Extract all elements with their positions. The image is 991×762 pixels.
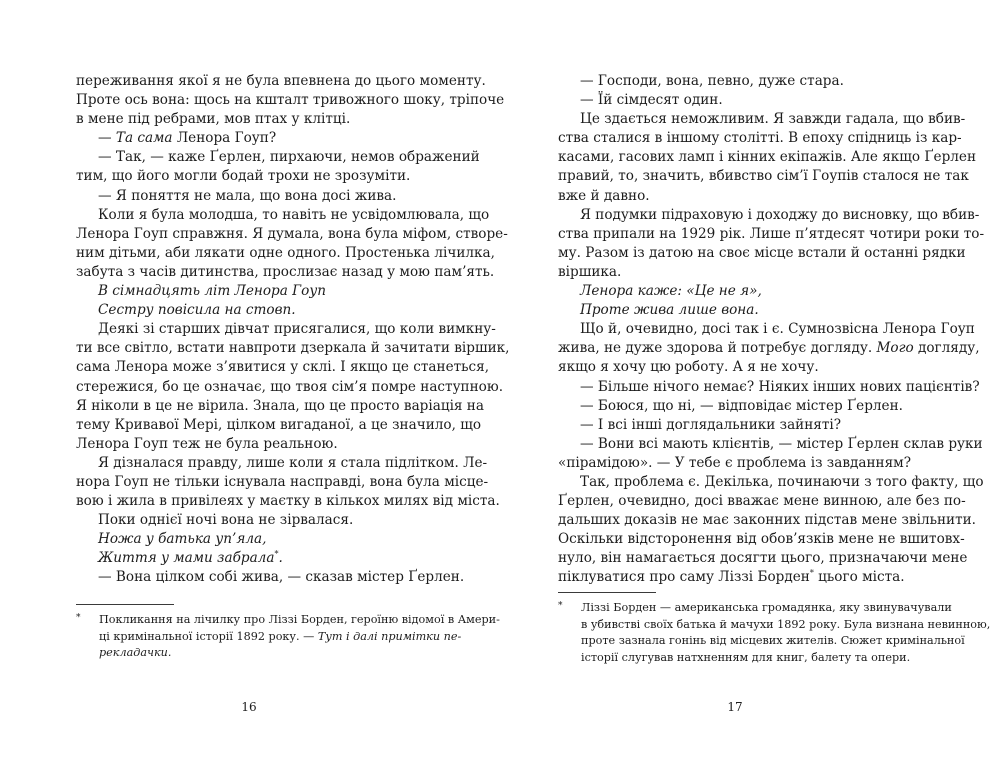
right-page <box>495 0 991 762</box>
text-line: в мене під ребрами, мов птах у клітці. <box>76 111 351 128</box>
page-number: 16 <box>241 700 257 714</box>
text-line: — Та сама Ленора Гоуп? <box>98 130 277 147</box>
verse-text: Життя у мами забрала <box>98 550 275 567</box>
text-line: Проте ось вона: щось на кшталт тривожного шоку, тріпоче <box>76 92 505 109</box>
footnote <box>558 600 991 666</box>
text-line: жива, не дуже здорова й потребує догляду. Мого догляду, <box>558 340 980 357</box>
text-line: Деякі зі старших дівчат присягалися, що коли вимкну- <box>98 321 496 338</box>
text-line: — Я поняття не мала, що вона досі жива. <box>98 187 397 204</box>
text-line: Я подумки підраховую і доходжу до висновку, що вбив- <box>580 206 980 223</box>
text-line: Так, проблема є. Декілька, починаючи з того факту, що <box>580 473 984 490</box>
text-line: якщо я хочу цю роботу. А я не хочу. <box>558 359 819 376</box>
footnote-marker: * <box>809 568 814 578</box>
text-line: Я ніколи в це не вірила. Знала, що це просто варіація на <box>76 397 484 414</box>
text-line: вже й давно. <box>558 187 650 204</box>
dialogue-dash: — <box>98 130 116 147</box>
footnote-divider <box>76 604 174 605</box>
text-line: дальших доказів не має законних підстав мене звільнити. <box>558 512 977 529</box>
text-line: Це здається неможливим. Я завжди гадала, що вбив- <box>580 111 966 128</box>
footnote-line: історії слугував натхненням для книг, балету та опери. <box>581 650 911 664</box>
right-page-body <box>558 72 985 588</box>
verse-line: Проте жива лише вона. <box>580 302 759 319</box>
text-line: переживання якої я не була впевнена до цього моменту. <box>76 73 486 89</box>
text-line: — Вони всі мають клієнтів, — містер Ґерлен склав руки <box>580 435 983 452</box>
text-line: Коли я була молодша, то навіть не усвідомлювала, що <box>98 206 490 223</box>
text-line: правий, то, значить, вбивство сім’ї Гоупів сталося не так <box>558 168 969 185</box>
footnote-text <box>581 600 991 666</box>
footnote-line: проте зазнала гонінь від місцевих жителів. Сюжет кримінальної <box>581 634 965 648</box>
footnote-text <box>99 612 500 662</box>
text-line: — Боюся, що ні, — відповідає містер Ґерлен. <box>580 397 903 414</box>
text-line: ства сталися в іншому столітті. В епоху спідниць із кар- <box>558 130 962 147</box>
text-line: — Вона цілком собі жива, — сказав містер Ґерлен. <box>98 569 465 586</box>
text-line: Ленора Гоуп теж не була реальною. <box>76 435 338 452</box>
verse-line: Сестру повісила на стовп. <box>98 302 296 319</box>
footnote-marker: * <box>558 601 563 611</box>
text-line: віршика. <box>558 263 622 280</box>
text-line: вою і жила в привілеях у маєтку в кількох милях від міста. <box>76 493 500 510</box>
text-segment: піклуватися про саму Ліззі Борден <box>558 569 810 586</box>
verse-line: Ножа у батька уп’яла, <box>98 531 267 548</box>
italic-phrase: Тут і далі примітки пе- <box>317 629 462 643</box>
text-segment: цього міста. <box>818 569 905 586</box>
footnote-marker: * <box>274 549 279 559</box>
text-line: нора Гоуп не тільки існувала насправді, вона була місце- <box>76 473 489 490</box>
text-line: — Так, — каже Ґерлен, пирхаючи, немов ображений <box>98 149 480 166</box>
italic-phrase: Та сама <box>115 130 173 147</box>
text-line: ним дітьми, аби лякати одне одного. Простенька лічилка, <box>76 244 495 261</box>
footnote-line: ці кримінальної історії 1892 року. — Тут і далі примітки пе- <box>99 629 462 643</box>
footnote-line: Покликання на лічилку про Ліззі Борден, героїню відомої в Амери- <box>99 613 500 626</box>
text-line: стережися, бо це означає, що твоя сім’я помре наступною. <box>76 378 504 395</box>
text-line: тим, що його могли бодай трохи не зрозуміти. <box>76 168 411 185</box>
verse-line: В сімнадцять літ Ленора Гоуп <box>98 283 327 300</box>
footnote-line: рекладачки. <box>99 646 172 660</box>
text-line: «пірамідою». — У тебе є проблема із завданням? <box>558 454 912 471</box>
text-line: Що й, очевидно, досі так і є. Сумнозвісна Ленора Гоуп <box>580 321 975 338</box>
italic-phrase: Мого <box>876 340 914 357</box>
text-line: сама Ленора може з’явитися у склі. І якщо це станеться, <box>76 359 490 376</box>
text-line: Оскільки відсторонення від обов’язків мене не вшитовх- <box>558 531 965 548</box>
footnote-marker: * <box>76 613 81 623</box>
verse-line: Ленора каже: «Це не я», <box>580 283 762 300</box>
text-line: касами, гасових ламп і кінних екіпажів. Але якщо Ґерлен <box>558 149 977 166</box>
verse-line: Життя у мами забрала*. <box>98 549 283 567</box>
text-line: нуло, він намагається досягти цього, призначаючи мене <box>558 550 968 567</box>
footnote-divider <box>558 592 656 593</box>
text-line: Поки однієї ночі вона не зірвалася. <box>98 512 354 529</box>
page-number: 17 <box>727 700 743 714</box>
text-line <box>558 568 913 587</box>
footnote <box>76 612 500 662</box>
text-line: Я дізналася правду, лише коли я стала підлітком. Ле- <box>98 454 488 471</box>
text-line: — Господи, вона, певно, дуже стара. <box>580 73 844 89</box>
text-line: ства припали на 1929 рік. Лише п’ятдесят чотири роки то- <box>558 225 985 242</box>
footnote-line: Ліззі Борден — американська громадянка, яку звинувачували <box>581 601 952 614</box>
text-line: Ґерлен, очевидно, досі вважає мене винною, але без по- <box>558 493 966 510</box>
text-line: забута з часів дитинства, прослизає назад у мою пам’ять. <box>76 263 495 280</box>
text-line: — І всі інші доглядальники зайняті? <box>580 416 842 433</box>
text-line: ти все світло, встати навпроти дзеркала й зачитати віршик, <box>76 340 510 357</box>
text-line: Ленора Гоуп справжня. Я думала, вона була міфом, створе- <box>76 225 508 242</box>
footnote-line: в убивстві своїх батька й мачухи 1892 року. Була визнана невинною, <box>581 617 991 631</box>
text-line: — Більше нічого немає? Ніяких інших нових пацієнтів? <box>580 378 980 395</box>
left-page-body <box>76 72 510 588</box>
text-line: му. Разом із датою на своє місце встали й останні рядки <box>558 244 966 261</box>
text-line: — Їй сімдесят один. <box>580 92 723 109</box>
text-line: тему Кривавої Мері, цілком вигаданої, а це значило, що <box>76 416 482 433</box>
